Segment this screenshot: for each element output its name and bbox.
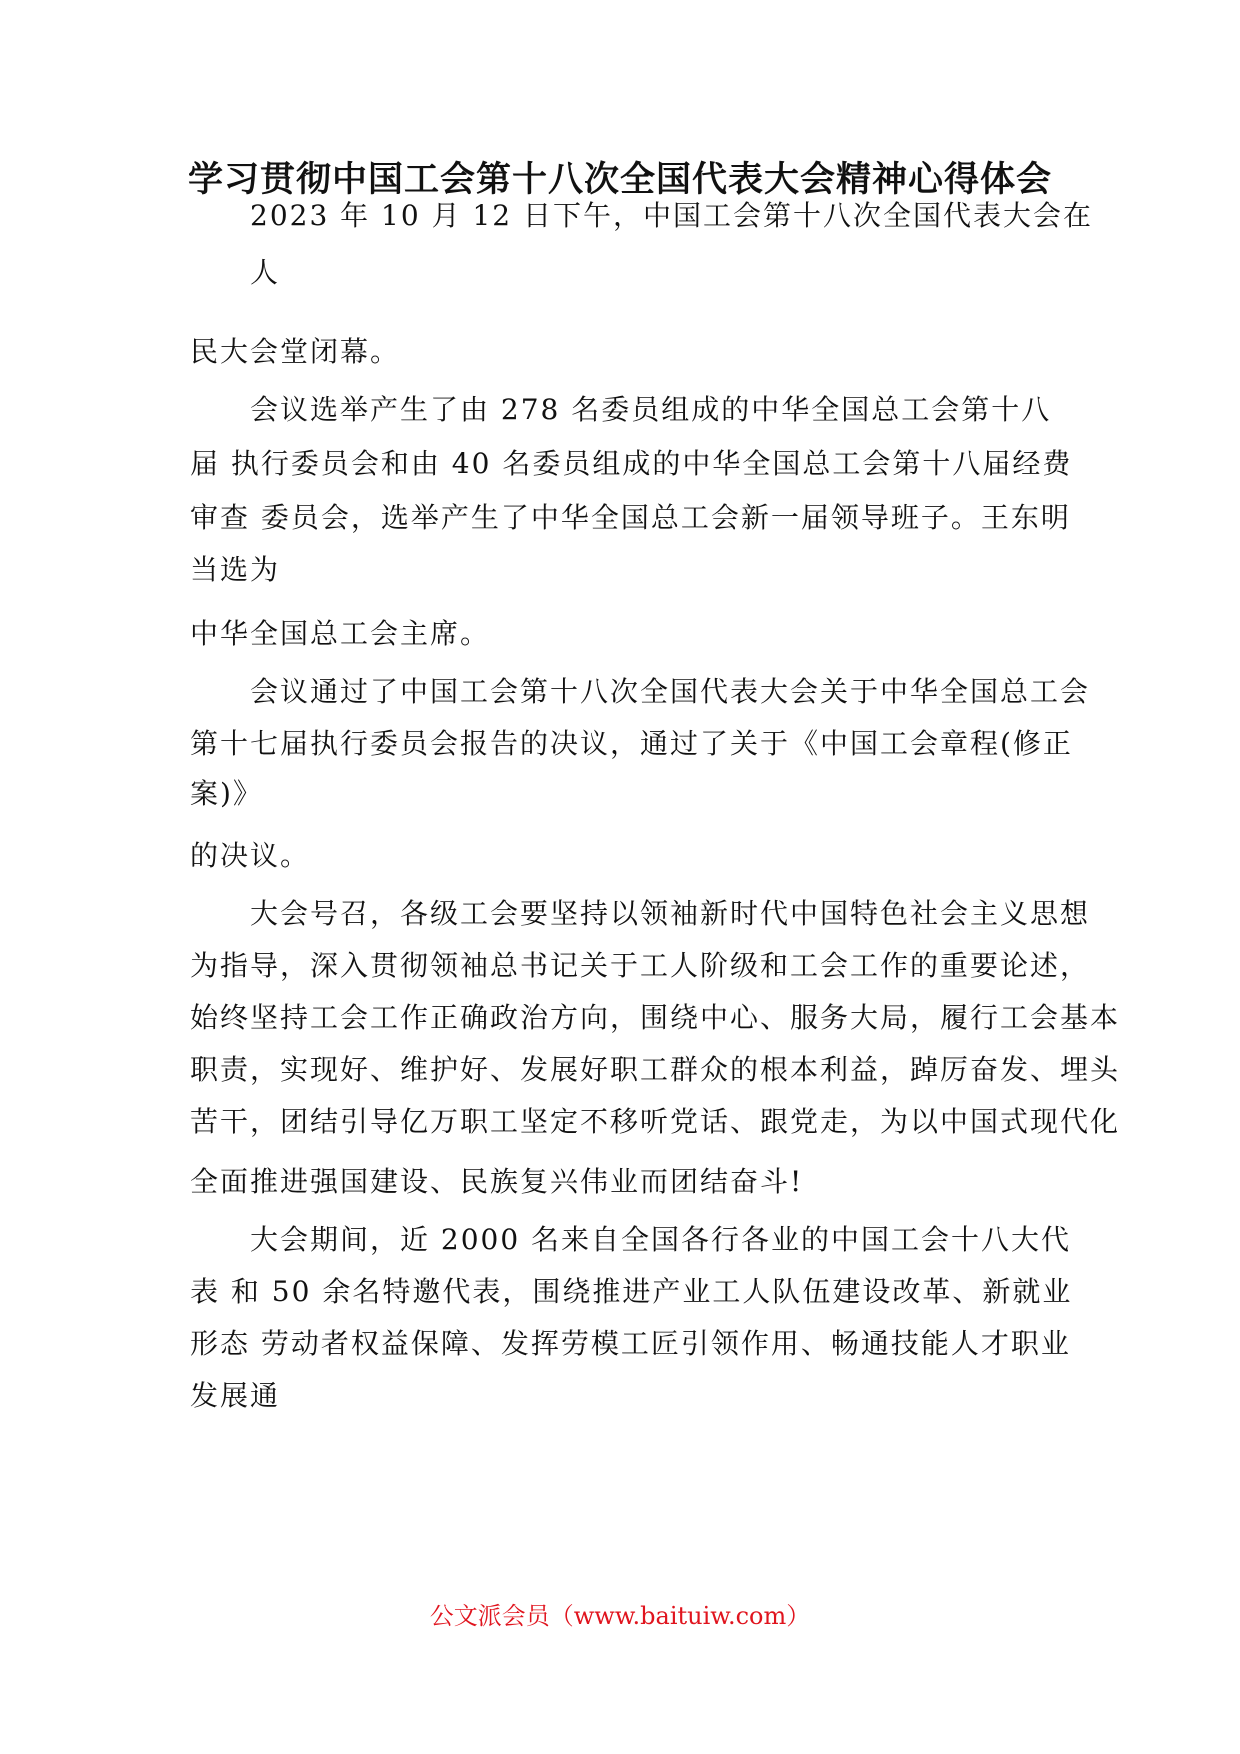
- body-line: 始终坚持工会工作正确政治方向，围绕中心、服务大局，履行工会基本: [190, 1001, 1121, 1034]
- body-line: 2023 年 10 月 12 日下午，中国工会第十八次全国代表大会在: [250, 199, 1094, 232]
- body-line: 发展通: [190, 1379, 281, 1412]
- body-line: 大会期间，近 2000 名来自全国各行各业的中国工会十八大代: [250, 1223, 1072, 1256]
- body-line: 职责，实现好、维护好、发展好职工群众的根本利益，踔厉奋发、埋头: [190, 1053, 1121, 1086]
- footer-watermark-link[interactable]: 公文派会员（www.baituiw.com）: [429, 1602, 811, 1630]
- body-line: 案)》: [190, 777, 263, 810]
- body-line: 为指导，深入贯彻领袖总书记关于工人阶级和工会工作的重要论述，: [190, 949, 1091, 982]
- body-line: 的决议。: [190, 839, 311, 872]
- body-line: 当选为: [190, 553, 281, 586]
- body-line: 第十七届执行委员会报告的决议，通过了关于《中国工会章程(修正: [190, 727, 1073, 760]
- body-line: 全面推进强国建设、民族复兴伟业而团结奋斗!: [190, 1165, 804, 1198]
- body-line: 大会号召，各级工会要坚持以领袖新时代中国特色社会主义思想: [250, 897, 1091, 930]
- document-title: 学习贯彻中国工会第十八次全国代表大会精神心得体会: [187, 160, 1052, 200]
- body-line: 表 和 50 余名特邀代表，围绕推进产业工人队伍建设改革、新就业: [190, 1275, 1073, 1308]
- body-line: 民大会堂闭幕。: [190, 335, 401, 368]
- body-line: 形态 劳动者权益保障、发挥劳模工匠引领作用、畅通技能人才职业: [190, 1327, 1071, 1360]
- body-line: 会议选举产生了由 278 名委员组成的中华全国总工会第十八: [250, 393, 1052, 426]
- body-line: 苦干，团结引导亿万职工坚定不移听党话、跟党走，为以中国式现代化: [190, 1105, 1121, 1138]
- body-line: 会议通过了中国工会第十八次全国代表大会关于中华全国总工会: [250, 675, 1091, 708]
- body-line: 届 执行委员会和由 40 名委员组成的中华全国总工会第十八届经费: [190, 447, 1073, 480]
- body-line: 中华全国总工会主席。: [190, 617, 491, 650]
- body-line: 审查 委员会，选举产生了中华全国总工会新一届领导班子。王东明: [190, 501, 1071, 534]
- body-line: 人: [250, 256, 281, 289]
